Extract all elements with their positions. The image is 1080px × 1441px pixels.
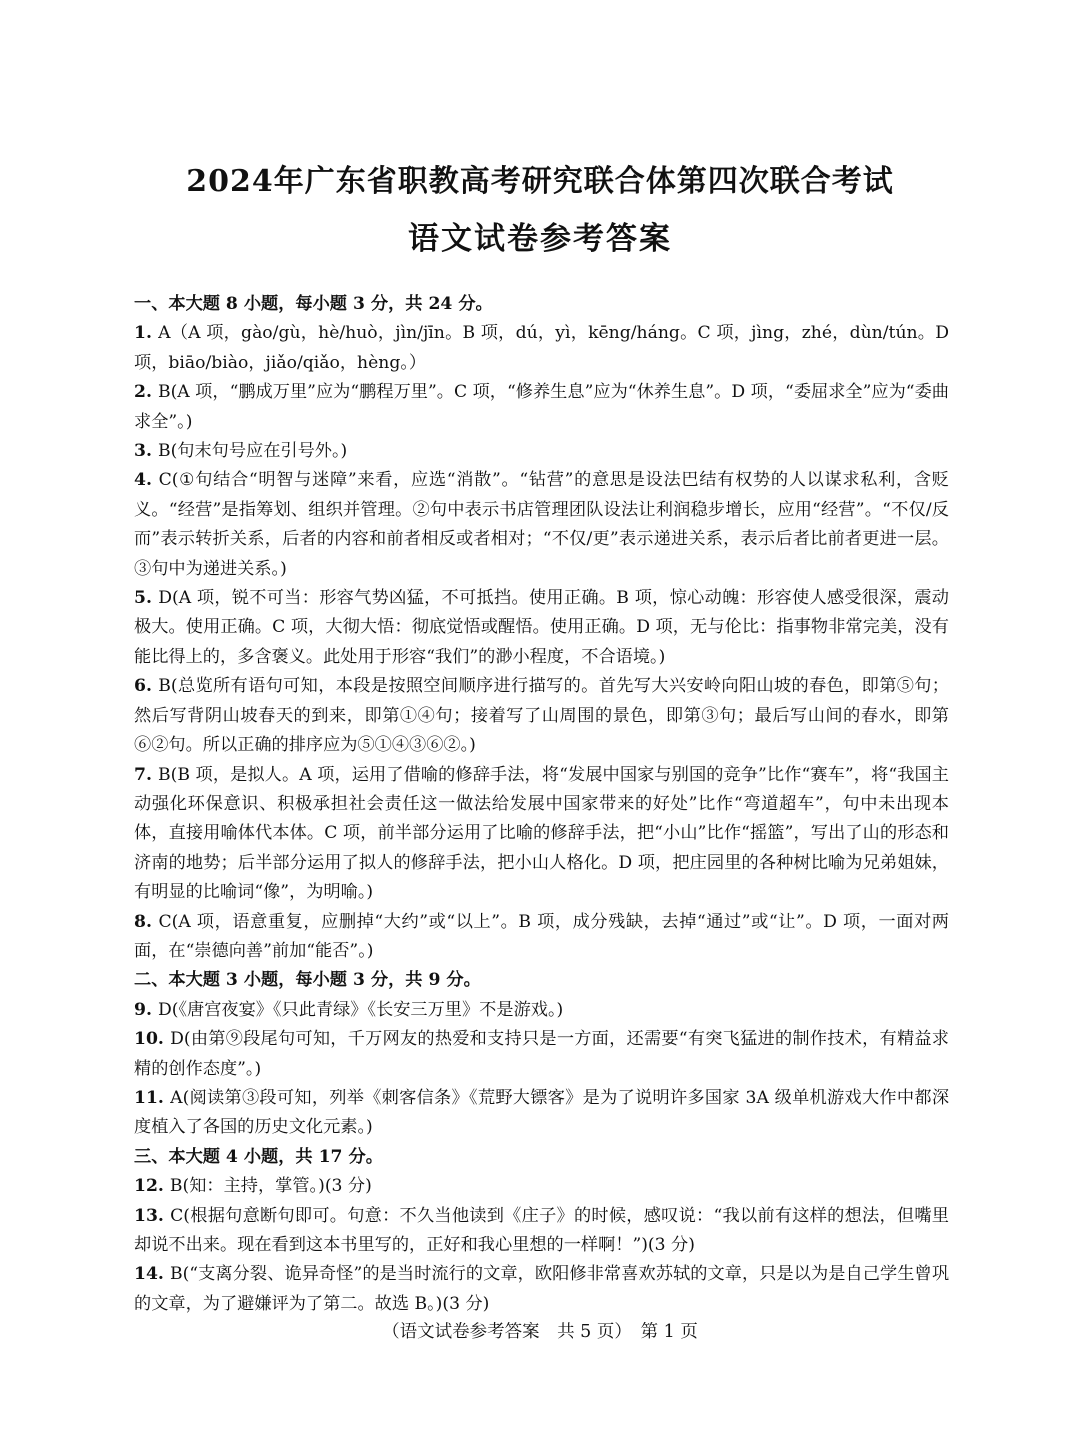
answer-item-5 <box>134 584 949 672</box>
answer-item-11 <box>134 1084 949 1143</box>
answer-text: D(《唐宫夜宴》《只此青绿》《长安三万里》不是游戏。) <box>157 999 564 1020</box>
document-subtitle: 语文试卷参考答案 <box>408 221 672 257</box>
answer-number: 5. <box>134 588 159 609</box>
answer-number: 2. <box>134 382 158 403</box>
answer-item-13 <box>134 1202 949 1261</box>
answer-item-12 <box>134 1172 949 1201</box>
answer-number: 12. <box>134 1176 170 1197</box>
answer-item-7 <box>134 761 949 908</box>
answer-number: 9. <box>134 999 158 1020</box>
answer-item-9 <box>134 996 949 1025</box>
answer-number: 10. <box>134 1029 171 1050</box>
answer-number: 1. <box>134 323 159 344</box>
answer-number: 11. <box>134 1087 171 1108</box>
answer-number: 8. <box>134 911 159 932</box>
answer-number: 14. <box>134 1264 170 1285</box>
answer-item-1 <box>134 319 949 378</box>
answer-text: A(阅读第③段可知，列举《刺客信条》《荒野大镖客》是为了说明许多国家 3A 级单机游戏大作中都深度植入了各国的历史文化元素。) <box>134 1087 950 1138</box>
answer-text: C(根据句意断句即可。句意：不久当他读到《庄子》的时候，感叹说：“我以前有这样的想法，但嘴里却说不出来。现在看到这本书里写的，正好和我心里想的一样啊！”)(3 分) <box>134 1205 949 1255</box>
answer-content <box>134 290 949 1319</box>
answer-text: B(A 项，“鹏成万里”应为“鹏程万里”。C 项，“修养生息”应为“休养生息”。D 项，“委屈求全”应为“委曲求全”。) <box>134 382 949 432</box>
section-heading-1: 一、本大题 8 小题，每小题 3 分，共 24 分。 <box>134 294 493 314</box>
section-heading-2: 二、本大题 3 小题，每小题 3 分，共 9 分。 <box>134 970 481 991</box>
answer-item-6 <box>134 672 949 760</box>
answer-text: B(知：主持，掌管。)(3 分) <box>169 1176 372 1197</box>
page-footer: （语文试卷参考答案 共 5 页） 第 1 页 <box>382 1322 698 1342</box>
answer-item-14 <box>134 1260 949 1319</box>
answer-text: B(“支离分裂、诡异奇怪”的是当时流行的文章，欧阳修非常喜欢苏轼的文章，只是以为是自己学生曾巩的文章，为了避嫌评为了第二。故选 B。)(3 分) <box>134 1264 950 1314</box>
answer-text: A（A 项，gào/gù，hè/huò，jìn/jīn。B 项，dú，yì，kēng/háng。C 项，jìng，zhé，dùn/tún。D 项，biāo/biào，jiǎo/qiǎo，hèng。） <box>134 323 949 373</box>
answer-text: B(B 项，是拟人。A 项，运用了借喻的修辞手法，将“发展中国家与别国的竞争”比作“赛车”，将“我国主动强化环保意识、积极承担社会责任这一做法给发展中国家带来的好处”比作“弯道超车”，句中未出现本体，直接用喻体代本体。C 项，前半部分运用了比喻的修辞手法，把“小山”比作“摇篮”，写出了山的形态和济南的地势；后半部分运用了拟人的修辞手法，把小山人格化。D 项，把庄园里的各种树比喻为兄弟姐妹，有明显的比喻词“像”，为明喻。) <box>134 764 949 903</box>
answer-number: 4. <box>134 470 159 491</box>
answer-item-8 <box>134 908 949 967</box>
answer-number: 6. <box>134 676 159 697</box>
answer-item-10 <box>134 1025 949 1084</box>
answer-item-2 <box>134 378 949 437</box>
answer-number: 7. <box>134 764 159 785</box>
document-title: 2024年广东省职教高考研究联合体第四次联合考试 <box>186 164 894 199</box>
answer-number: 3. <box>134 441 158 462</box>
answer-text: C(①句结合“明智与迷障”来看，应选“消散”。“钻营”的意思是设法巴结有权势的人以谋求私利，含贬义。“经营”是指筹划、组织并管理。②句中表示书店管理团队设法让利润稳步增长，应用“经营”。“不仅/反而”表示转折关系，后者的内容和前者相反或者相对；“不仅/更”表示递进关系，表示后者比前者更进一层。③句中为递进关系。) <box>134 470 949 579</box>
answer-text: B(句末句号应在引号外。) <box>157 441 348 462</box>
answer-item-4 <box>134 466 949 584</box>
answer-text: D(由第⑨段尾句可知，千万网友的热爱和支持只是一方面，还需要“有突飞猛进的制作技术，有精益求精的创作态度”。) <box>134 1029 949 1079</box>
answer-text: D(A 项，锐不可当：形容气势凶猛，不可抵挡。使用正确。B 项，惊心动魄：形容使人感受很深，震动极大。使用正确。C 项，大彻大悟：彻底觉悟或醒悟。使用正确。D 项，无与伦比：指事物非常完美，没有能比得上的，多含褒义。此处用于形容“我们”的渺小程度，不合语境。) <box>134 588 949 667</box>
answer-text: B(总览所有语句可知，本段是按照空间顺序进行描写的。首先写大兴安岭向阳山坡的春色，即第⑤句；然后写背阴山坡春天的到来，即第①④句；接着写了山周围的景色，即第③句；最后写山间的春水，即第⑥②句。所以正确的排序应为⑤①④③⑥②。) <box>134 676 949 756</box>
answer-text: C(A 项，语意重复，应删掉“大约”或“以上”。B 项，成分残缺，去掉“通过”或“让”。D 项，一面对两面，在“崇德向善”前加“能否”。) <box>134 911 949 961</box>
answer-item-3 <box>134 437 949 466</box>
answer-number: 13. <box>134 1205 171 1226</box>
section-heading-3: 三、本大题 4 小题，共 17 分。 <box>134 1146 383 1167</box>
